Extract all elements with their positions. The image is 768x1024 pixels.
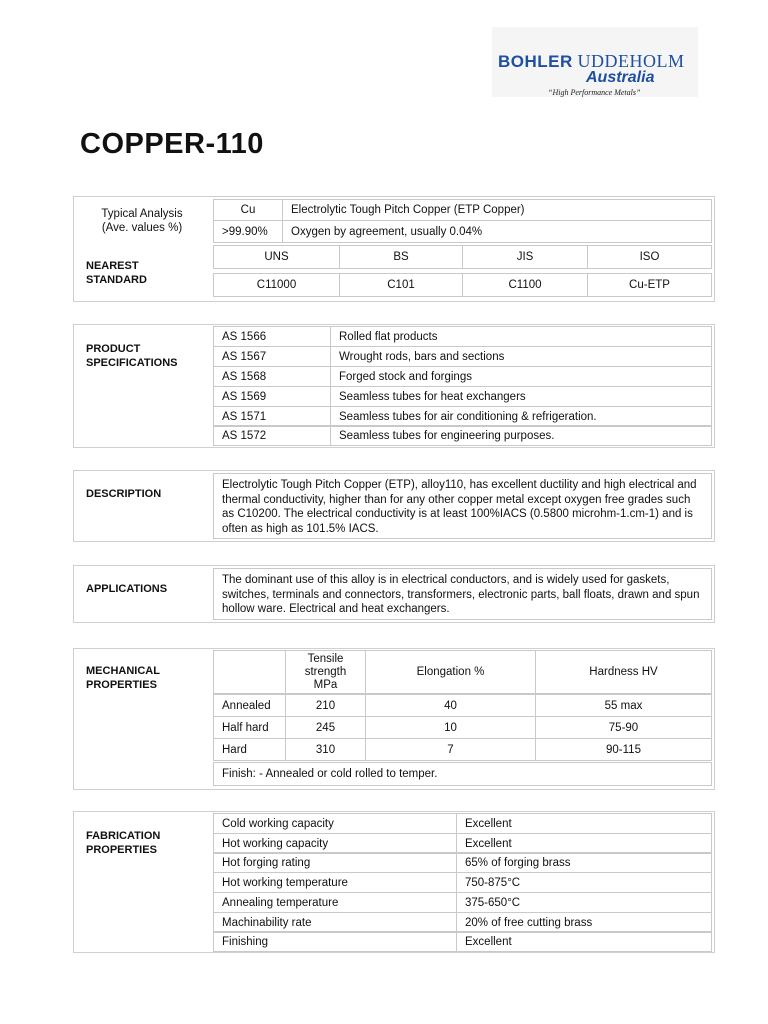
mech-row-elongation: 40	[365, 694, 536, 717]
page-title: COPPER-110	[80, 128, 264, 160]
description-label: DESCRIPTION	[86, 488, 162, 500]
analysis-value-desc: Oxygen by agreement, usually 0.04%	[282, 220, 712, 243]
mech-header-empty	[213, 650, 286, 694]
mechanical-label-line2: PROPERTIES	[86, 679, 157, 691]
product-specs-label-line1: PRODUCT	[86, 343, 141, 355]
applications-text: The dominant use of this alloy is in electrical conductors, and is widely used for gaskets, switches, terminals and connectors, transformers, electronic parts, ball floats, drawn and spun hollow ware. Electrical and heat exchangers.	[213, 568, 712, 620]
spec-code: AS 1568	[213, 366, 331, 387]
description-text: Electrolytic Tough Pitch Copper (ETP), alloy110, has excellent ductility and high electrical and thermal conductivity, higher than for any other copper metal except oxygen free grades such as C10200. The electrical conductivity is at least 100%IACS (0.5800 microhm-1.cm-1) and is often as high as 101.5% IACS.	[213, 473, 712, 539]
mech-row-temper: Half hard	[213, 716, 286, 739]
fab-property: Cold working capacity	[213, 813, 457, 834]
spec-code: AS 1572	[213, 425, 331, 446]
standard-header-jis: JIS	[462, 245, 588, 269]
spec-desc: Seamless tubes for engineering purposes.	[330, 425, 712, 446]
standard-value-iso: Cu-ETP	[587, 273, 712, 297]
fabrication-label-line2: PROPERTIES	[86, 844, 157, 856]
applications-label: APPLICATIONS	[86, 583, 168, 595]
analysis-element: Cu	[213, 199, 283, 221]
logo-brand-bold: BOHLER	[498, 52, 573, 71]
standard-header-uns: UNS	[213, 245, 340, 269]
logo-sub: Australia	[586, 69, 655, 86]
fab-value: Excellent	[456, 833, 712, 854]
spec-code: AS 1566	[213, 326, 331, 347]
analysis-value: >99.90%	[213, 220, 283, 243]
mech-row-tensile: 245	[285, 716, 366, 739]
standard-label-line2: STANDARD	[86, 274, 147, 286]
fab-value: 375-650°C	[456, 892, 712, 913]
fab-property: Hot working capacity	[213, 833, 457, 854]
fab-property: Finishing	[213, 931, 457, 952]
mech-header-elongation: Elongation %	[365, 650, 536, 694]
standard-value-bs: C101	[339, 273, 463, 297]
fabrication-label-line1: FABRICATION	[86, 830, 161, 842]
mechanical-label	[86, 664, 160, 692]
standard-value-uns: C11000	[213, 273, 340, 297]
analysis-label-line1: Typical Analysis	[101, 208, 183, 220]
product-specs-label	[86, 342, 177, 370]
fabrication-section	[73, 811, 715, 953]
mech-row-hardness: 90-115	[535, 738, 712, 761]
fab-value: 65% of forging brass	[456, 852, 712, 873]
spec-code: AS 1571	[213, 406, 331, 427]
standard-label-line1: NEAREST	[86, 260, 139, 272]
product-specs-label-line2: SPECIFICATIONS	[86, 357, 178, 369]
fab-value: 750-875°C	[456, 872, 712, 893]
logo-tagline: “High Performance Metals”	[548, 88, 641, 97]
mechanical-label-line1: MECHANICAL	[86, 665, 160, 677]
fab-value: 20% of free cutting brass	[456, 912, 712, 933]
analysis-element-desc: Electrolytic Tough Pitch Copper (ETP Copper)	[282, 199, 712, 221]
fab-property: Hot forging rating	[213, 852, 457, 873]
mech-header-tensile-line2: strength	[304, 665, 347, 678]
mech-row-elongation: 7	[365, 738, 536, 761]
mech-row-temper: Hard	[213, 738, 286, 761]
spec-desc: Rolled flat products	[330, 326, 712, 347]
standard-value-jis: C1100	[462, 273, 588, 297]
mech-row-tensile: 310	[285, 738, 366, 761]
mech-finish: Finish: - Annealed or cold rolled to temper.	[213, 762, 712, 786]
mech-header-hardness: Hardness HV	[535, 650, 712, 694]
applications-section	[73, 565, 715, 623]
fabrication-label	[86, 829, 160, 857]
product-specs-section	[73, 324, 715, 448]
mech-header-tensile-line3: MPa	[313, 678, 338, 691]
mech-header-tensile	[285, 650, 366, 694]
description-section	[73, 470, 715, 542]
standard-label	[86, 259, 147, 287]
spec-desc: Seamless tubes for heat exchangers	[330, 386, 712, 407]
mech-row-temper: Annealed	[213, 694, 286, 717]
mech-row-hardness: 55 max	[535, 694, 712, 717]
fab-property: Hot working temperature	[213, 872, 457, 893]
spec-desc: Forged stock and forgings	[330, 366, 712, 387]
logo-brand-rest: UDDEHOLM	[577, 51, 685, 71]
mech-row-elongation: 10	[365, 716, 536, 739]
mech-row-hardness: 75-90	[535, 716, 712, 739]
analysis-standard-section	[73, 196, 715, 302]
standard-header-bs: BS	[339, 245, 463, 269]
fab-property: Annealing temperature	[213, 892, 457, 913]
mech-row-tensile: 210	[285, 694, 366, 717]
mech-header-tensile-line1: Tensile	[307, 652, 344, 665]
mechanical-section	[73, 648, 715, 790]
standard-header-iso: ISO	[587, 245, 712, 269]
analysis-label	[82, 207, 202, 235]
analysis-label-line2: (Ave. values %)	[101, 222, 183, 234]
company-logo	[492, 27, 698, 97]
spec-code: AS 1569	[213, 386, 331, 407]
fab-property: Machinability rate	[213, 912, 457, 933]
fab-value: Excellent	[456, 813, 712, 834]
spec-desc: Wrought rods, bars and sections	[330, 346, 712, 367]
spec-desc: Seamless tubes for air conditioning & refrigeration.	[330, 406, 712, 427]
spec-code: AS 1567	[213, 346, 331, 367]
fab-value: Excellent	[456, 931, 712, 952]
